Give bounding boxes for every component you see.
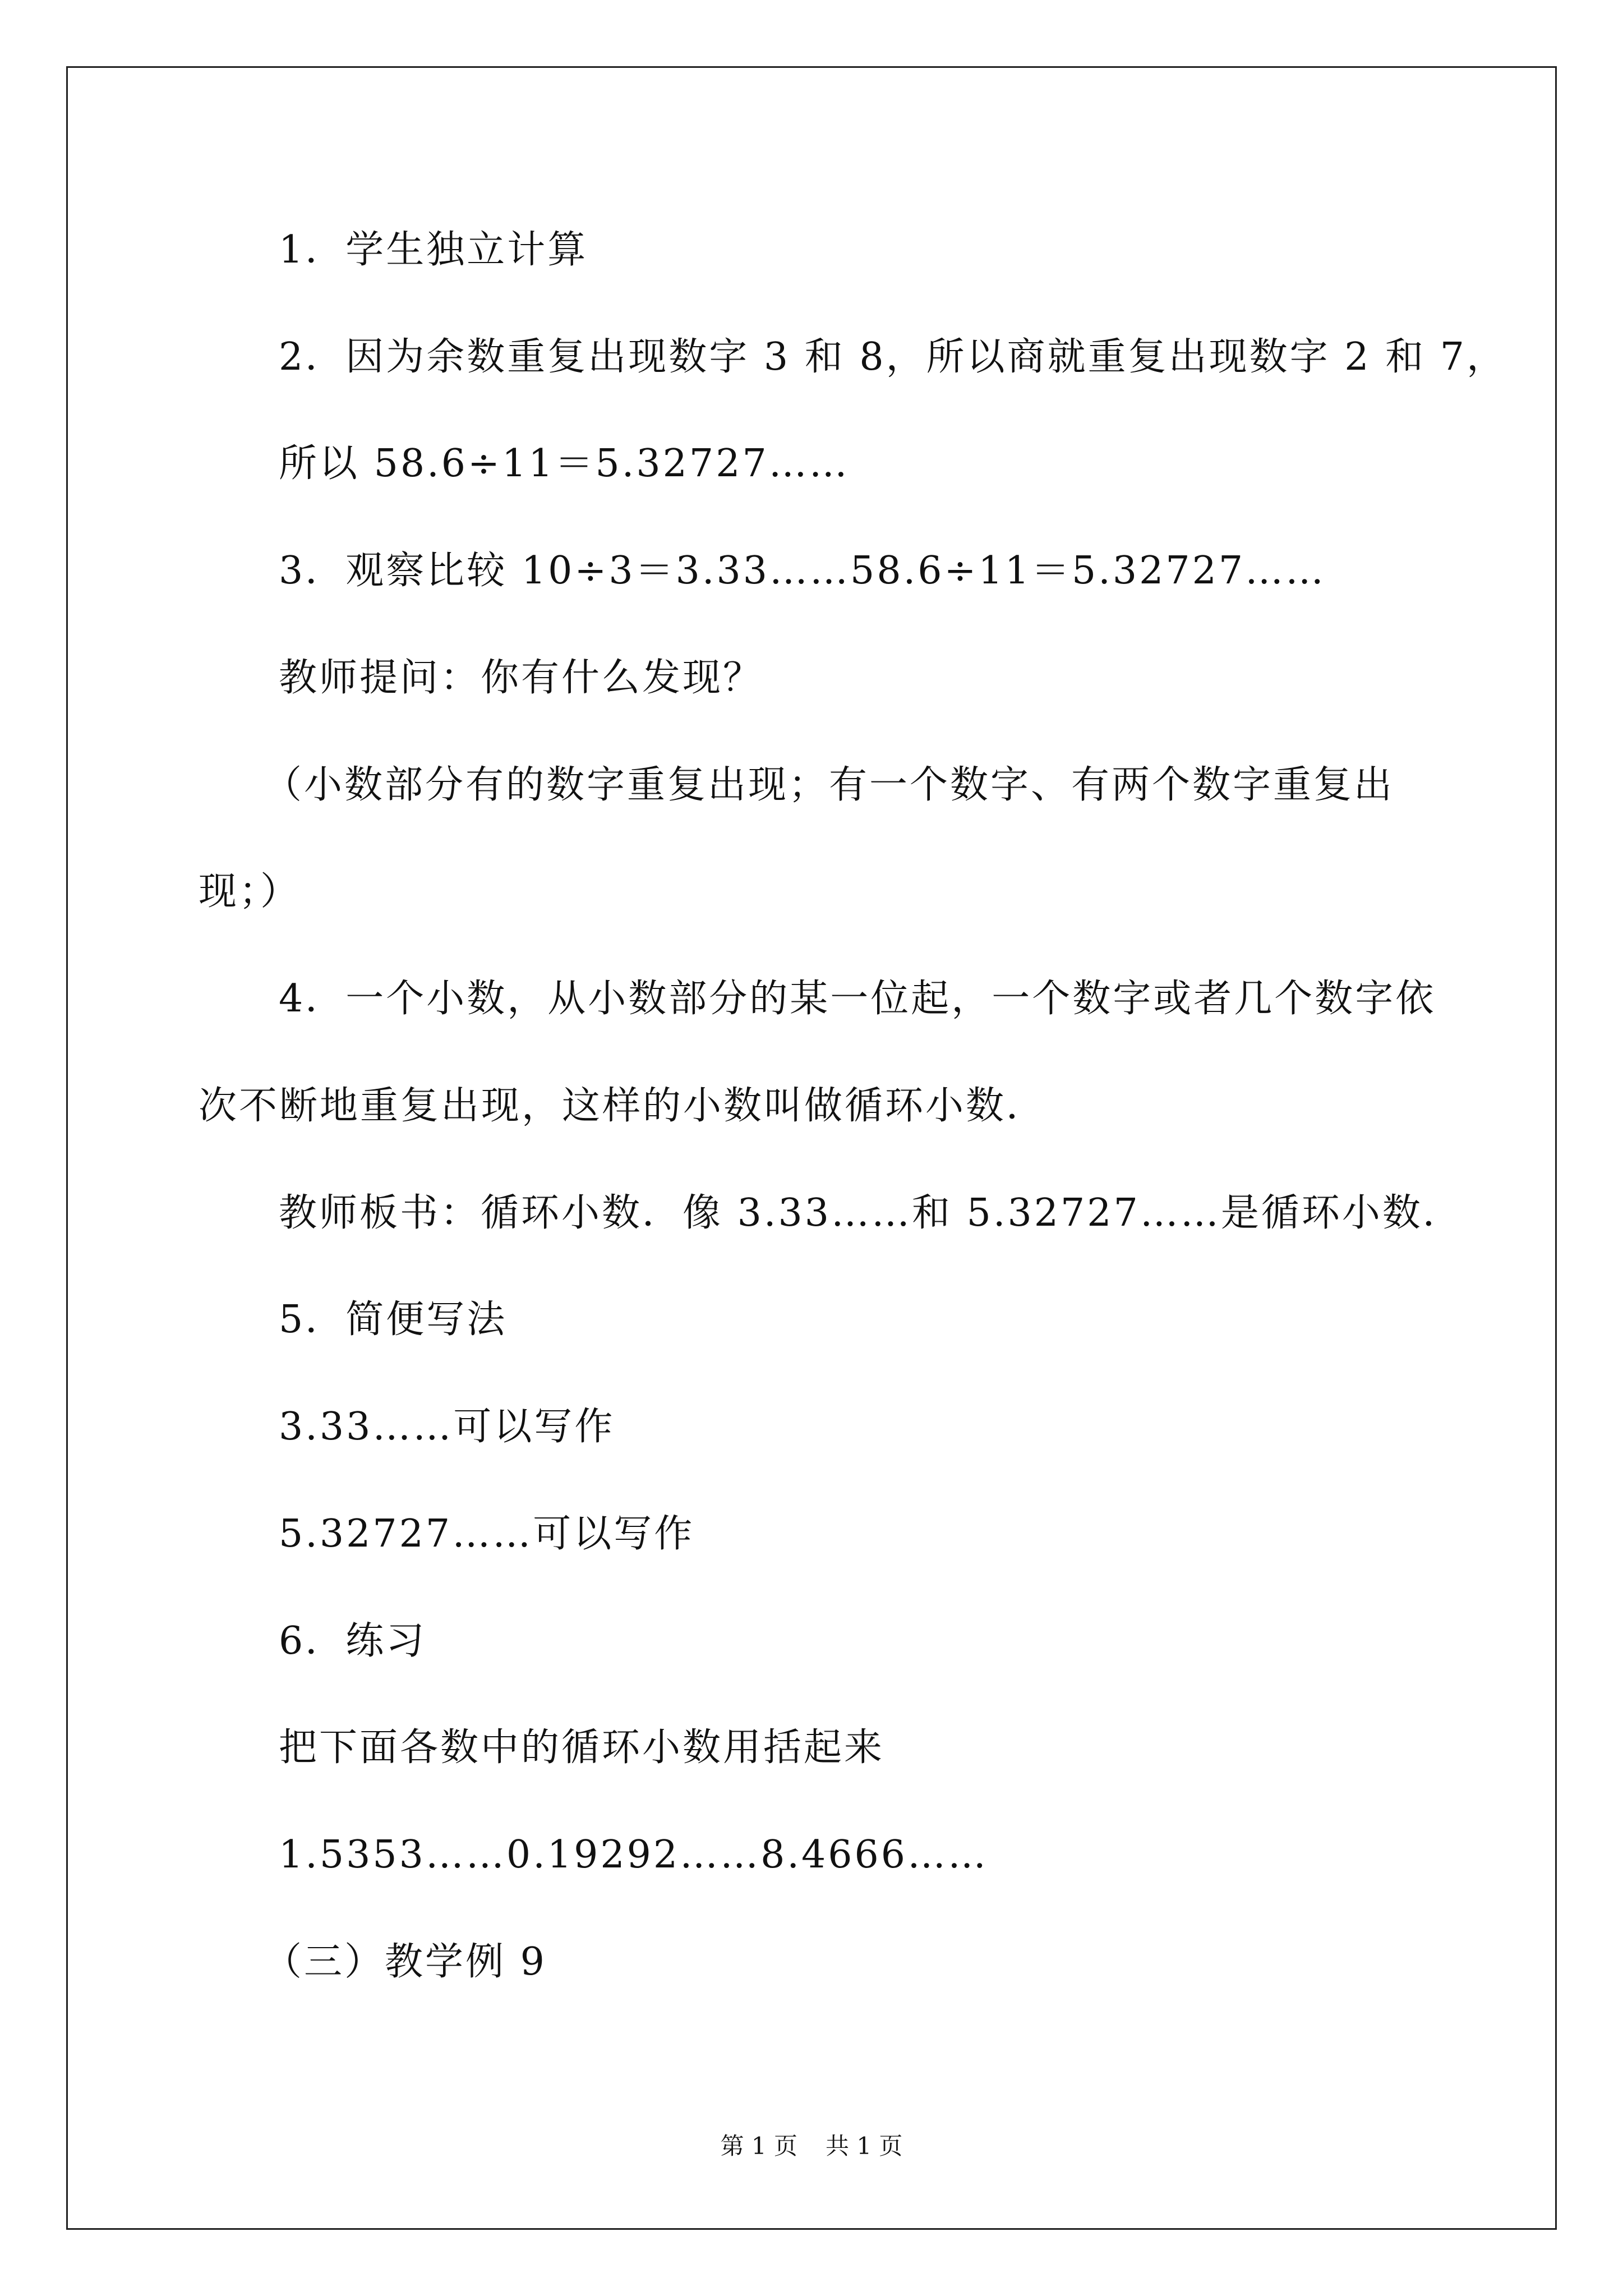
- paragraph-line-4: 3．观察比较 10÷3＝3.33……58.6÷11＝5.32727……: [279, 549, 1326, 593]
- paragraph-line-12: 3.33……可以写作: [279, 1405, 615, 1449]
- paragraph-line-6: （小数部分有的数字重复出现；有一个数字、有两个数字重复出: [264, 763, 1395, 807]
- paragraph-line-8: 4．一个小数，从小数部分的某一位起，一个数字或者几个数字依: [279, 977, 1436, 1021]
- paragraph-line-15: 把下面各数中的循环小数用括起来: [279, 1726, 885, 1770]
- page-footer: [0, 2134, 1623, 2158]
- paragraph-line-7: 现；）: [199, 869, 301, 914]
- paragraph-line-10: 教师板书：循环小数．像 3.33……和 5.32727……是循环小数．: [279, 1191, 1463, 1235]
- paragraph-line-9: 次不断地重复出现，这样的小数叫做循环小数．: [199, 1084, 1047, 1128]
- paragraph-line-3: 所以 58.6÷11＝5.32727……: [279, 441, 850, 486]
- page-border: [66, 66, 1557, 2230]
- paragraph-line-13: 5.32727……可以写作: [279, 1512, 695, 1556]
- paragraph-line-1: 1．学生独立计算: [279, 228, 588, 272]
- paragraph-line-11: 5．简便写法: [279, 1297, 508, 1342]
- paragraph-line-14: 6．练习: [279, 1619, 427, 1663]
- paragraph-line-5: 教师提问：你有什么发现？: [279, 656, 764, 700]
- paragraph-line-16: 1.5353……0.19292……8.4666……: [279, 1833, 989, 1877]
- paragraph-line-17: （三）教学例 9: [264, 1940, 547, 1984]
- page-total: 共 1 页: [826, 2132, 903, 2160]
- page-number: 第 1 页: [720, 2132, 797, 2160]
- paragraph-line-2: 2．因为余数重复出现数字 3 和 8，所以商就重复出现数字 2 和 7，: [279, 335, 1507, 379]
